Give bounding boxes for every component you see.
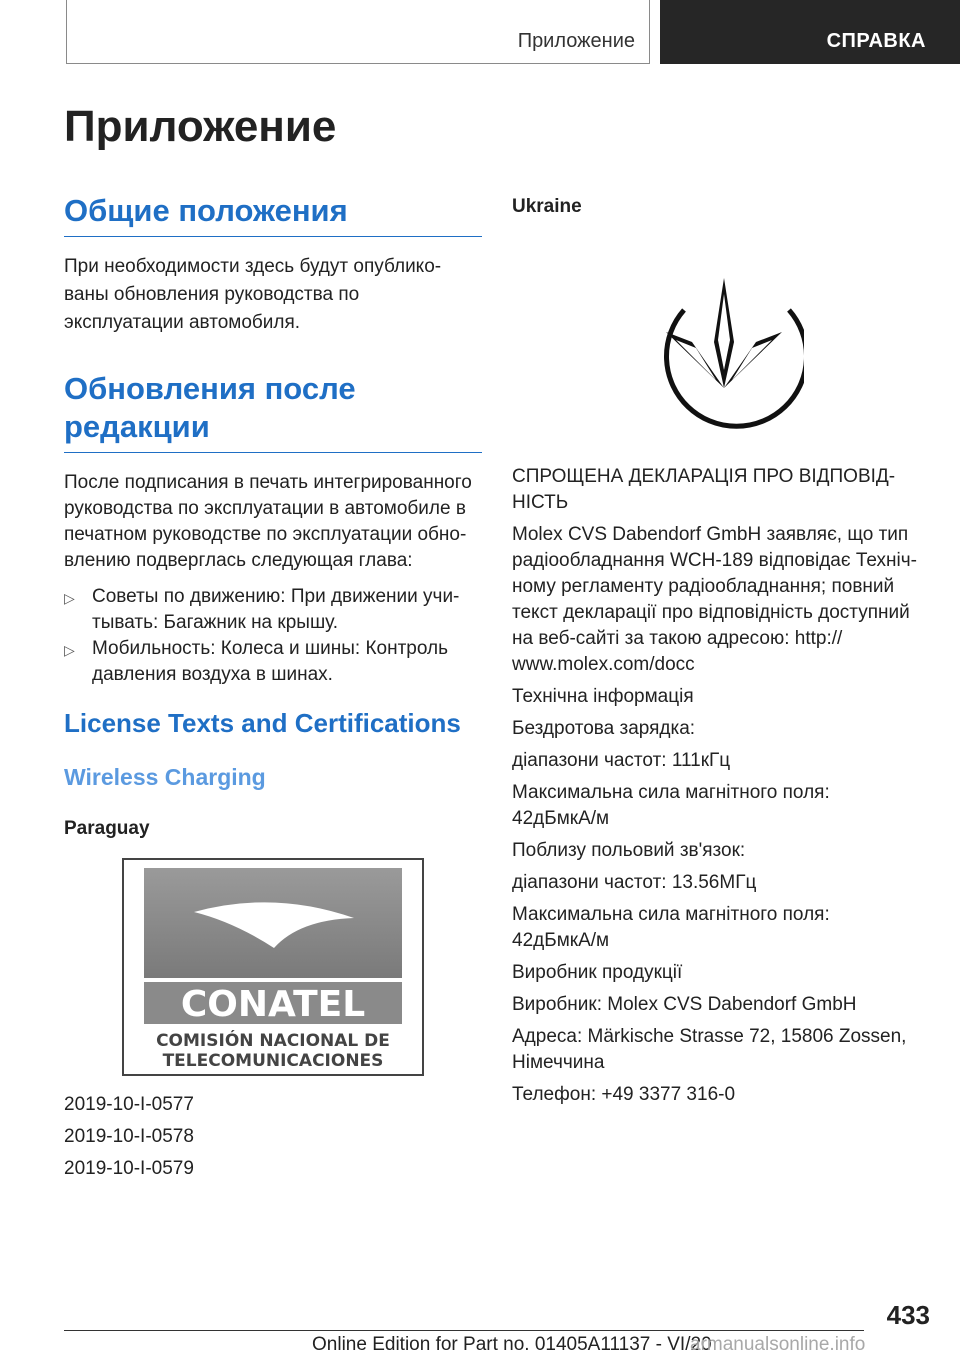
- declaration-line: Поблизу польовий зв'язок:: [512, 840, 746, 861]
- declaration-paragraph: [512, 838, 932, 864]
- declaration-line: Німеччина: [512, 1052, 605, 1073]
- declaration-line: Максимальна сила магнітного поля:: [512, 782, 830, 803]
- header-tab[interactable]: [660, 0, 960, 64]
- footer-divider: [64, 1330, 864, 1331]
- conatel-name: CONATEL: [180, 984, 366, 1025]
- conatel-logo-graphic: [124, 860, 422, 1074]
- bullet-1-line-2: тывать: Багажник на крышу.: [92, 612, 339, 633]
- general-text-line-2: ваны обновления руководства по: [64, 284, 360, 305]
- declaration-line: Molex CVS Dabendorf GmbH заявляє, що тип: [512, 524, 909, 545]
- declaration-line: Бездротова зарядка:: [512, 718, 696, 739]
- declaration-line: на веб-сайті за такою адресою: http://: [512, 628, 843, 649]
- declaration-paragraph: [512, 464, 932, 516]
- updates-text-line-2: руководства по эксплуатации в автомобиле в: [64, 498, 466, 519]
- page-title: Приложение: [64, 102, 337, 151]
- footer-watermark: armanualsonline.info: [690, 1334, 866, 1355]
- general-text-line-3: эксплуатации автомобиля.: [64, 312, 301, 333]
- page-number: 433: [886, 1300, 930, 1330]
- updates-text-line-3: печатном руководстве по эксплуатации обно-: [64, 524, 467, 545]
- updates-heading: [64, 370, 482, 453]
- updates-text-line-1: После подписания в печать интегрированного: [64, 472, 472, 493]
- bullet-triangle-icon: ▷: [64, 590, 75, 606]
- declaration-line: Виробник продукції: [512, 962, 683, 983]
- declaration-paragraph: [512, 1082, 932, 1108]
- declaration-line: Максимальна сила магнітного поля:: [512, 904, 830, 925]
- declaration-line: Технічна інформація: [512, 686, 694, 707]
- declaration-line: Адреса: Märkische Strasse 72, 15806 Zossen,: [512, 1026, 907, 1047]
- header-section-label: Приложение: [517, 30, 635, 52]
- declaration-paragraph: [512, 992, 932, 1018]
- declaration-paragraph: [512, 870, 932, 896]
- bullet-2-line-1: Мобильность: Колеса и шины: Контроль: [92, 638, 449, 659]
- general-heading: Общие положения: [64, 192, 482, 237]
- bullet-2-line-2: давления воздуха в шинах.: [92, 664, 333, 685]
- license-heading: License Texts and Certifications: [64, 708, 461, 738]
- updates-heading-line-1: Обновления после: [64, 371, 356, 406]
- cert-code-3: 2019-10-I-0579: [64, 1158, 194, 1179]
- header-section-box: [66, 0, 650, 64]
- declaration-paragraph: [512, 902, 932, 954]
- updates-text-line-4: влению подверглась следующая глава:: [64, 550, 413, 571]
- cert-code-2: 2019-10-I-0578: [64, 1126, 194, 1147]
- conatel-line-2: TELECOMUNICACIONES: [162, 1051, 384, 1071]
- updates-heading-line-2: редакции: [64, 409, 210, 444]
- declaration-line: 42дБмкА/м: [512, 808, 610, 829]
- conatel-logo: [122, 858, 424, 1076]
- ukraine-declaration: [512, 464, 932, 1114]
- declaration-paragraph: [512, 716, 932, 742]
- declaration-line: радіообладнання WCH-189 відповідає Техніч-: [512, 550, 917, 571]
- declaration-line: 42дБмкА/м: [512, 930, 610, 951]
- ukraine-conformity-mark-icon: [644, 250, 804, 430]
- footer-edition: Online Edition for Part no. 01405A11137 - VI/20: [312, 1334, 712, 1355]
- general-text-line-1: При необходимости здесь будут опублико-: [64, 256, 442, 277]
- declaration-paragraph: [512, 522, 932, 678]
- declaration-line: www.molex.com/docc: [512, 654, 695, 675]
- declaration-paragraph: [512, 960, 932, 986]
- bullet-1-line-1: Советы по движению: При движении учи-: [92, 586, 460, 607]
- country-ukraine: Ukraine: [512, 196, 582, 217]
- declaration-line: діапазони частот: 13.56МГц: [512, 872, 757, 893]
- declaration-line: Виробник: Molex CVS Dabendorf GmbH: [512, 994, 857, 1015]
- declaration-line: діапазони частот: 111кГц: [512, 750, 731, 771]
- declaration-paragraph: [512, 748, 932, 774]
- wireless-heading: Wireless Charging: [64, 764, 266, 790]
- declaration-paragraph: [512, 780, 932, 832]
- declaration-paragraph: [512, 684, 932, 710]
- header-tab-label: СПРАВКА: [826, 30, 926, 52]
- bullet-triangle-icon: ▷: [64, 642, 75, 658]
- declaration-line: ному регламенту радіообладнання; повний: [512, 576, 895, 597]
- conatel-line-1: COMISIÓN NACIONAL DE: [156, 1031, 390, 1051]
- cert-code-1: 2019-10-I-0577: [64, 1094, 194, 1115]
- declaration-paragraph: [512, 1024, 932, 1076]
- country-paraguay: Paraguay: [64, 818, 150, 839]
- declaration-line: Телефон: +49 3377 316-0: [512, 1084, 736, 1105]
- declaration-line: текст декларації про відповідність доступний: [512, 602, 910, 623]
- declaration-line: СПРОЩЕНА ДЕКЛАРАЦІЯ ПРО ВІДПОВІД-: [512, 466, 896, 487]
- declaration-line: НІСТЬ: [512, 492, 569, 513]
